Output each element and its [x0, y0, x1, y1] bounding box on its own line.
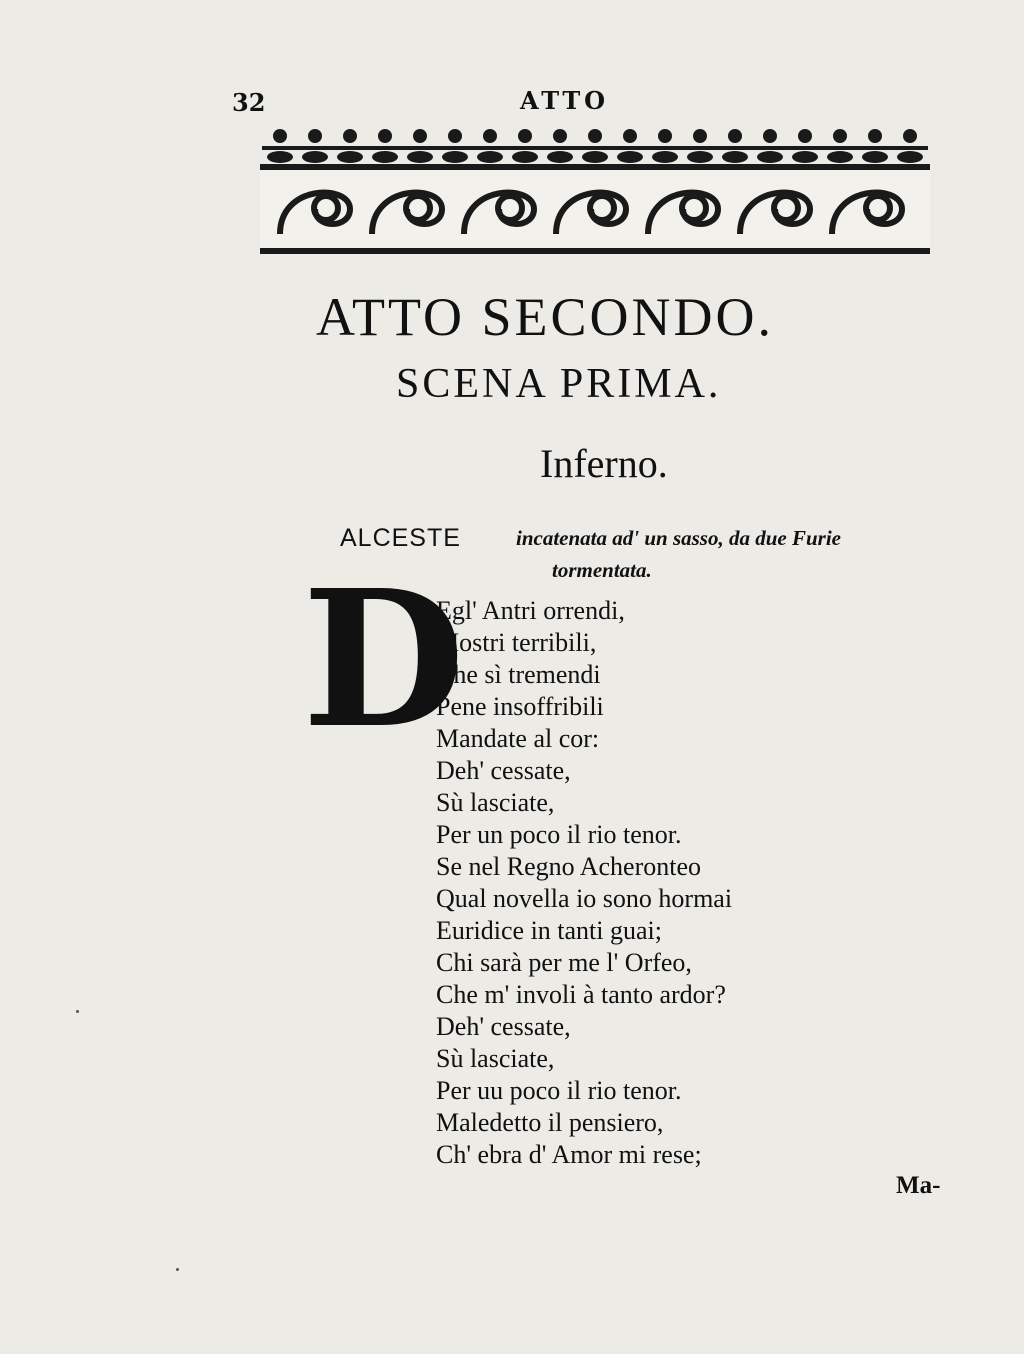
verse-line: Maledetto il pensiero, [436, 1108, 664, 1137]
verse-line: Deh' cessate, [436, 1012, 571, 1041]
catchword: Ma- [896, 1172, 941, 1199]
drop-cap: D [302, 549, 466, 770]
verse-line: Ch' ebra d' Amor mi rese; [436, 1140, 702, 1169]
verse-line: Euridice in tanti guai; [436, 916, 662, 945]
verse-line: Per uu poco il rio tenor. [436, 1076, 682, 1105]
scroll-foliage-icon [260, 164, 930, 254]
verse-line: Mandate al cor: [436, 724, 600, 753]
floral-frieze-icon [262, 126, 928, 166]
page-number: 32 [232, 88, 266, 117]
scene-title: SCENA PRIMA. [396, 361, 722, 407]
paper-speck [76, 1010, 79, 1013]
verse-line: Pene insoffribili [436, 692, 604, 721]
verse-line: Egl' Antri orrendi, [436, 596, 625, 625]
verse-line: Chi sarà per me l' Orfeo, [436, 948, 692, 977]
verse-line: Sù lasciate, [436, 1044, 555, 1073]
stage-direction-cont: tormentata. [552, 558, 652, 582]
paper-speck [176, 1268, 179, 1271]
act-title: ATTO SECONDO. [316, 287, 775, 347]
verse-line: Che sì tremendi [436, 660, 601, 689]
verse-line: Deh' cessate, [436, 756, 571, 785]
verse-line: Se nel Regno Acheronteo [436, 852, 701, 881]
verse-line: Sù lasciate, [436, 788, 555, 817]
scene-location: Inferno. [540, 441, 668, 486]
verse-line: Qual novella io sono hormai [436, 884, 733, 913]
stage-direction: incatenata ad' un sasso, da due Furie [516, 526, 841, 550]
character-name: ALCESTE [340, 524, 461, 552]
verse-line: Mostri terribili, [436, 628, 597, 657]
verse-line: Per un poco il rio tenor. [436, 820, 682, 849]
running-head: ATTO [520, 86, 610, 115]
verse-line: Che m' involi à tanto ardor? [436, 980, 726, 1009]
